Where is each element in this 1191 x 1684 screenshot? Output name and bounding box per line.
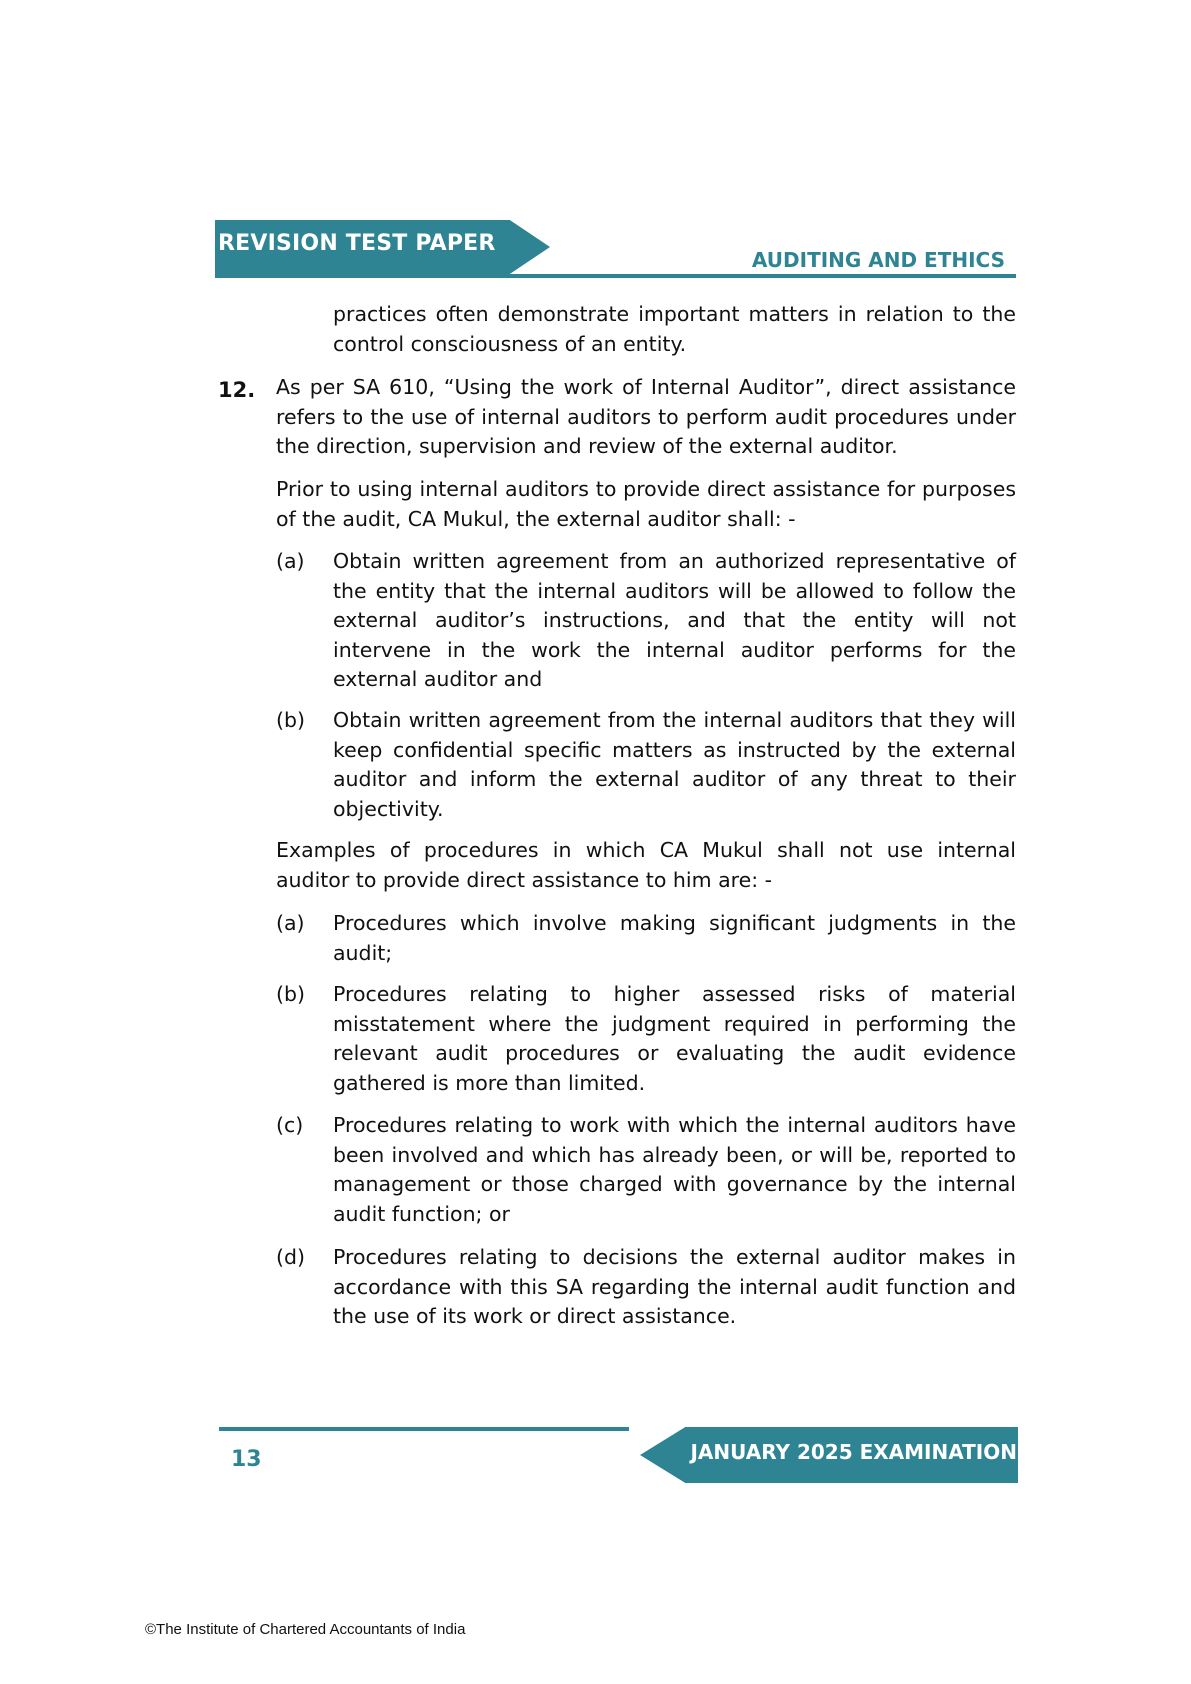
footer-rule [219, 1427, 629, 1431]
list-item-text: Procedures relating to decisions the external auditor makes in accordance with this SA regarding the internal audit function and the use of its work or direct assistance. [333, 1245, 1016, 1328]
header-banner-title: REVISION TEST PAPER [218, 231, 496, 256]
copyright-notice: ©The Institute of Chartered Accountants of India [145, 1621, 466, 1638]
list-item-text: Procedures relating to higher assessed risks of material misstatement where the judgment required in performing the relevant audit procedures or evaluating the audit evidence gathered is more than limited. [333, 982, 1016, 1095]
continuation-paragraph: practices often demonstrate important matters in relation to the control consciousness of an entity. [333, 302, 1016, 356]
list-item-text: Obtain written agreement from an authorized representative of the entity that the internal auditors will be allowed to follow the external auditor’s instructions, and that the entity will not intervene in the work the internal auditor performs for the external auditor and [333, 549, 1016, 691]
list-item-label: (b) [276, 982, 306, 1006]
list-item-text: Obtain written agreement from the internal auditors that they will keep confidential specific matters as instructed by the external auditor and inform the external auditor of any threat to their objectivity. [333, 708, 1016, 821]
list-item-text: Procedures relating to work with which the internal auditors have been involved and which has already been, or will be, reported to management or those charged with governance by the internal audit function; or [333, 1113, 1016, 1226]
list-item-label: (b) [276, 708, 306, 732]
prior-paragraph: Prior to using internal auditors to provide direct assistance for purposes of the audit, CA Mukul, the external auditor shall: - [276, 477, 1016, 531]
footer-exam-title: JANUARY 2025 EXAMINATION [690, 1440, 1017, 1464]
list-item-label: (c) [276, 1113, 304, 1137]
list-item-label: (a) [276, 549, 305, 573]
list-item-label: (d) [276, 1245, 306, 1269]
question-intro-paragraph: As per SA 610, “Using the work of Internal Auditor”, direct assistance refers to the use of internal auditors to perform audit procedures under the direction, supervision and review of the external auditor. [276, 375, 1016, 458]
list-item-label: (a) [276, 911, 305, 935]
list-item-text: Procedures which involve making significant judgments in the audit; [333, 911, 1016, 965]
question-number: 12. [218, 378, 256, 402]
header-subject: AUDITING AND ETHICS [751, 248, 1005, 272]
examples-paragraph: Examples of procedures in which CA Mukul shall not use internal auditor to provide direct assistance to him are: - [276, 838, 1016, 892]
page-number: 13 [231, 1447, 262, 1472]
header-rule [215, 274, 1016, 278]
